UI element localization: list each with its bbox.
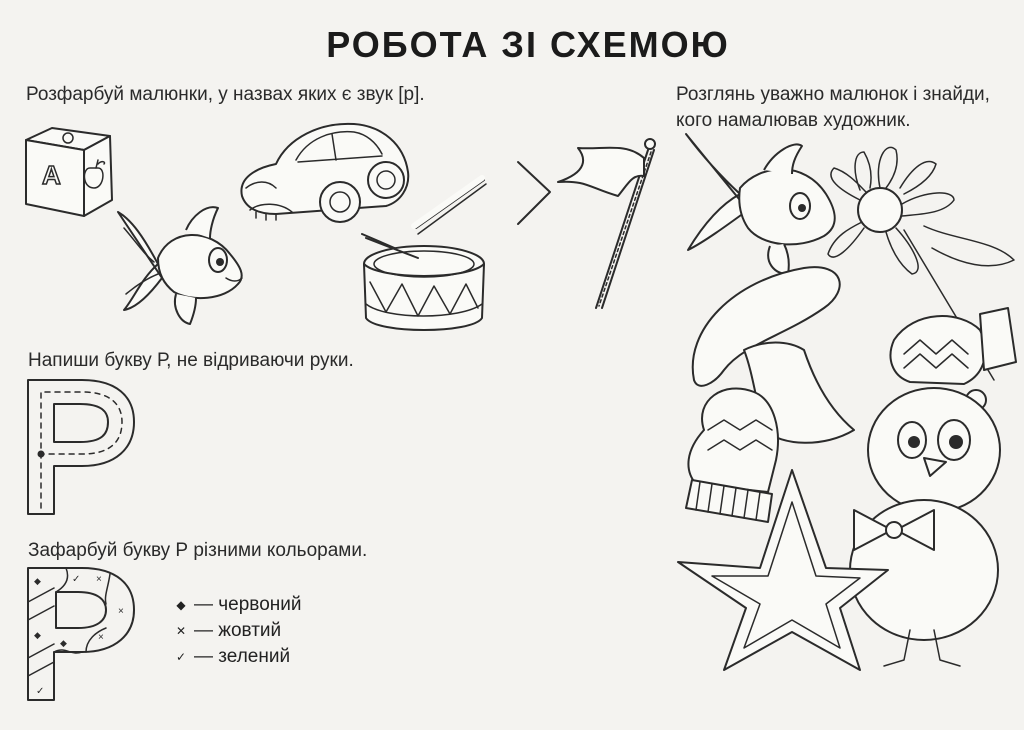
legend-row-red (174, 592, 301, 618)
arrow-icon (514, 158, 554, 228)
legend-label: — жовтий (194, 620, 282, 641)
svg-text:×: × (96, 574, 102, 585)
task-find-picture (676, 82, 990, 134)
legend-row-yellow (174, 618, 301, 644)
cube-letter: A (42, 160, 61, 190)
color-legend (174, 592, 301, 670)
svg-text:◆: ◆ (34, 576, 41, 586)
legend-label: — зелений (194, 646, 291, 667)
task-color-letter: Зафарбуй букву Р різними кольорами. (28, 540, 368, 561)
drum-illustration (356, 178, 492, 338)
svg-text:✓: ✓ (72, 574, 81, 585)
cross-icon: ✕ (175, 624, 187, 638)
task-find-line1: Розглянь уважно малюнок і знайди, (676, 84, 990, 105)
hidden-objects-illustration (664, 130, 1024, 680)
svg-text:◆: ◆ (60, 638, 67, 648)
task-color-pictures: Розфарбуй малюнки, у назвах яких є звук [р]. (26, 84, 425, 105)
check-icon: ✓ (175, 650, 187, 664)
legend-label: — червоний (194, 594, 302, 615)
letter-p-trace (26, 378, 138, 516)
svg-text:×: × (118, 606, 124, 617)
svg-text:◆: ◆ (34, 630, 41, 640)
task-find-line2: кого намалював художник. (676, 110, 911, 131)
flag-illustration (556, 136, 662, 314)
svg-text:×: × (98, 632, 104, 643)
svg-text:✓: ✓ (36, 686, 45, 697)
goldfish-illustration (114, 198, 250, 330)
task-write-letter: Напиши букву Р, не відриваючи руки. (28, 350, 354, 371)
legend-row-green (174, 644, 301, 670)
page-title: РОБОТА ЗІ СХЕМОЮ (326, 24, 730, 65)
diamond-icon: ◆ (176, 598, 186, 612)
letter-p-coloring (26, 566, 138, 702)
toy-cube-illustration (22, 126, 122, 221)
